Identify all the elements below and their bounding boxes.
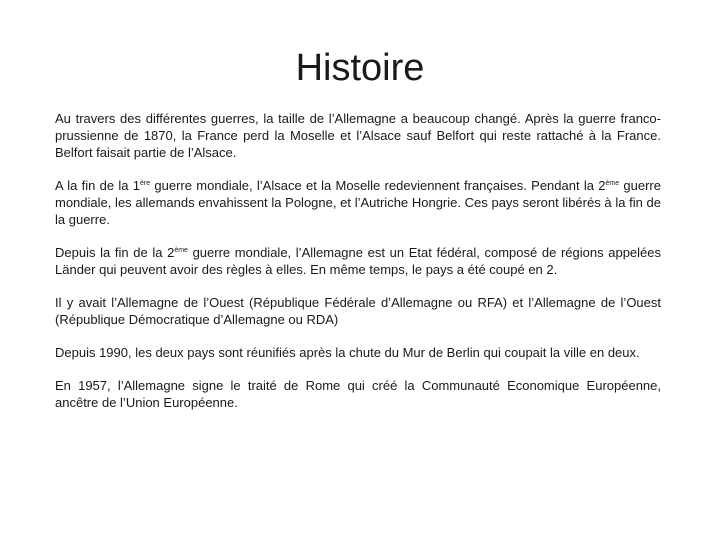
paragraph-2-line-2-after: guerre mondiale, les allemands envahissent la Pologne, et l’Autriche Hongrie. Ces pays seront libérés à la fin de la guerre. xyxy=(55,178,661,227)
paragraph-2-line-1-before: A la fin de la 1 xyxy=(55,178,140,193)
slide-body xyxy=(55,110,661,427)
paragraph-1: Au travers des différentes guerres, la taille de l’Allemagne a beaucoup changé. Après la guerre franco-prussienne de 1870, la France perd la Moselle et l’Alsace sauf Belfort qui reste rattaché à la France. Belfort faisait partie de l’Alsace. xyxy=(55,111,661,160)
paragraph-5: Depuis 1990, les deux pays sont réunifiés après la chute du Mur de Berlin qui coupait la ville en deux. xyxy=(55,345,640,360)
paragraph-3-superscript: ème xyxy=(174,247,188,254)
paragraph-3-after: guerre mondiale, l’Allemagne est un Etat fédéral, composé de régions appelées Länder qui peuvent avoir des règles à elles. En même temps, le pays a été coupé en 2. xyxy=(55,245,661,277)
paragraph-2 xyxy=(55,177,661,228)
paragraph-3-before: Depuis la fin de la 2 xyxy=(55,245,175,260)
paragraph-2-line-1-superscript: ère xyxy=(140,180,151,187)
paragraph-2-line-1 xyxy=(55,178,531,193)
paragraph-2-line-2-before: Pendant la 2 xyxy=(531,178,606,193)
paragraph-6: En 1957, l’Allemagne signe le traité de Rome qui créé la Communauté Economique Européenne, ancêtre de l’Union Européenne. xyxy=(55,378,661,410)
paragraph-2-line-2-superscript: ème xyxy=(605,180,620,187)
paragraph-3 xyxy=(55,244,661,278)
paragraph-4: Il y avait l’Allemagne de l’Ouest (République Fédérale d’Allemagne ou RFA) et l’Allemagne de l’Ouest (République Démocratique d’Allemagne ou RDA) xyxy=(55,295,661,327)
slide-title: Histoire xyxy=(295,47,425,89)
paragraph-2-line-1-after: guerre mondiale, l’Alsace et la Moselle redeviennent françaises. xyxy=(150,178,527,193)
